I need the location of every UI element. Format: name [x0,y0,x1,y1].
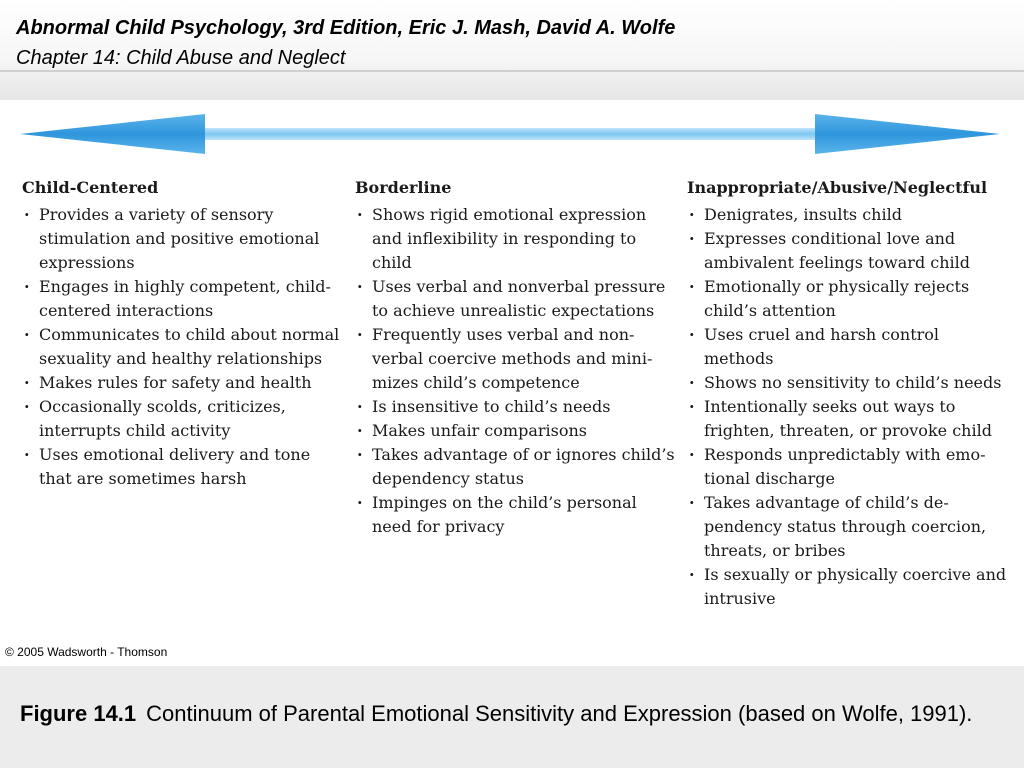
column-borderline [355,178,677,539]
list-item: · Uses verbal and nonverbal pressure to achieve unrealistic expectations [355,275,677,323]
arrow-head-right [815,114,1000,154]
column-list [22,203,342,491]
arrow-head-left [20,114,205,154]
list-item: · Uses cruel and harsh control methods [687,323,1012,371]
copyright-notice: © 2005 Wadsworth - Thomson [5,645,168,659]
list-item: · Engages in highly competent, child-centered interactions [22,275,342,323]
slide-header [0,0,1024,100]
list-item: · Emotionally or physically rejects child’s attention [687,275,1012,323]
column-heading: Inappropriate/Abusive/Neglectful [687,178,988,197]
list-item: · Makes rules for safety and health [22,371,342,395]
column-inappropriate [687,178,1012,611]
list-item: · Expresses conditional love and ambivalent feelings toward child [687,227,1012,275]
list-item: · Provides a variety of sensory stimulation and positive emotional expressions [22,203,342,275]
column-list [355,203,677,539]
list-item: · Responds unpredictably with emo-tional discharge [687,443,1012,491]
list-item: · Occasionally scolds, criticizes, interrupts child activity [22,395,342,443]
list-item: · Takes advantage of child’s de-pendency status through coercion, threats, or bribes [687,491,1012,563]
caption-text: Continuum of Parental Emotional Sensitivity and Expression (based on Wolfe, 1991). [146,701,973,726]
column-list [687,203,1012,611]
arrow-shaft [200,128,820,140]
book-title: Abnormal Child Psychology, 3rd Edition, Eric J. Mash, David A. Wolfe [16,17,676,39]
list-item: · Frequently uses verbal and non-verbal coercive methods and mini-mizes child’s competence [355,323,677,395]
list-item: · Takes advantage of or ignores child’s dependency status [355,443,677,491]
list-item: · Shows rigid emotional expression and inflexibility in responding to child [355,203,677,275]
list-item: · Denigrates, insults child [687,203,1012,227]
chapter-title: Chapter 14: Child Abuse and Neglect [16,47,346,69]
double-arrow-icon [20,112,1000,156]
list-item: · Shows no sensitivity to child’s needs [687,371,1012,395]
column-heading: Child-Centered [22,178,159,197]
column-child-centered [22,178,342,491]
list-item: · Intentionally seeks out ways to frighten, threaten, or provoke child [687,395,1012,443]
list-item: · Is insensitive to child’s needs [355,395,677,419]
header-divider [0,70,1024,72]
figure-caption [20,700,1005,728]
list-item: · Uses emotional delivery and tone that are sometimes harsh [22,443,342,491]
figure-label: Figure 14.1 [20,701,137,726]
list-item: · Makes unfair comparisons [355,419,677,443]
list-item: · Communicates to child about normal sexuality and healthy relationships [22,323,342,371]
list-item: · Impinges on the child’s personal need for privacy [355,491,677,539]
column-heading: Borderline [355,178,452,197]
list-item: · Is sexually or physically coercive and intrusive [687,563,1012,611]
